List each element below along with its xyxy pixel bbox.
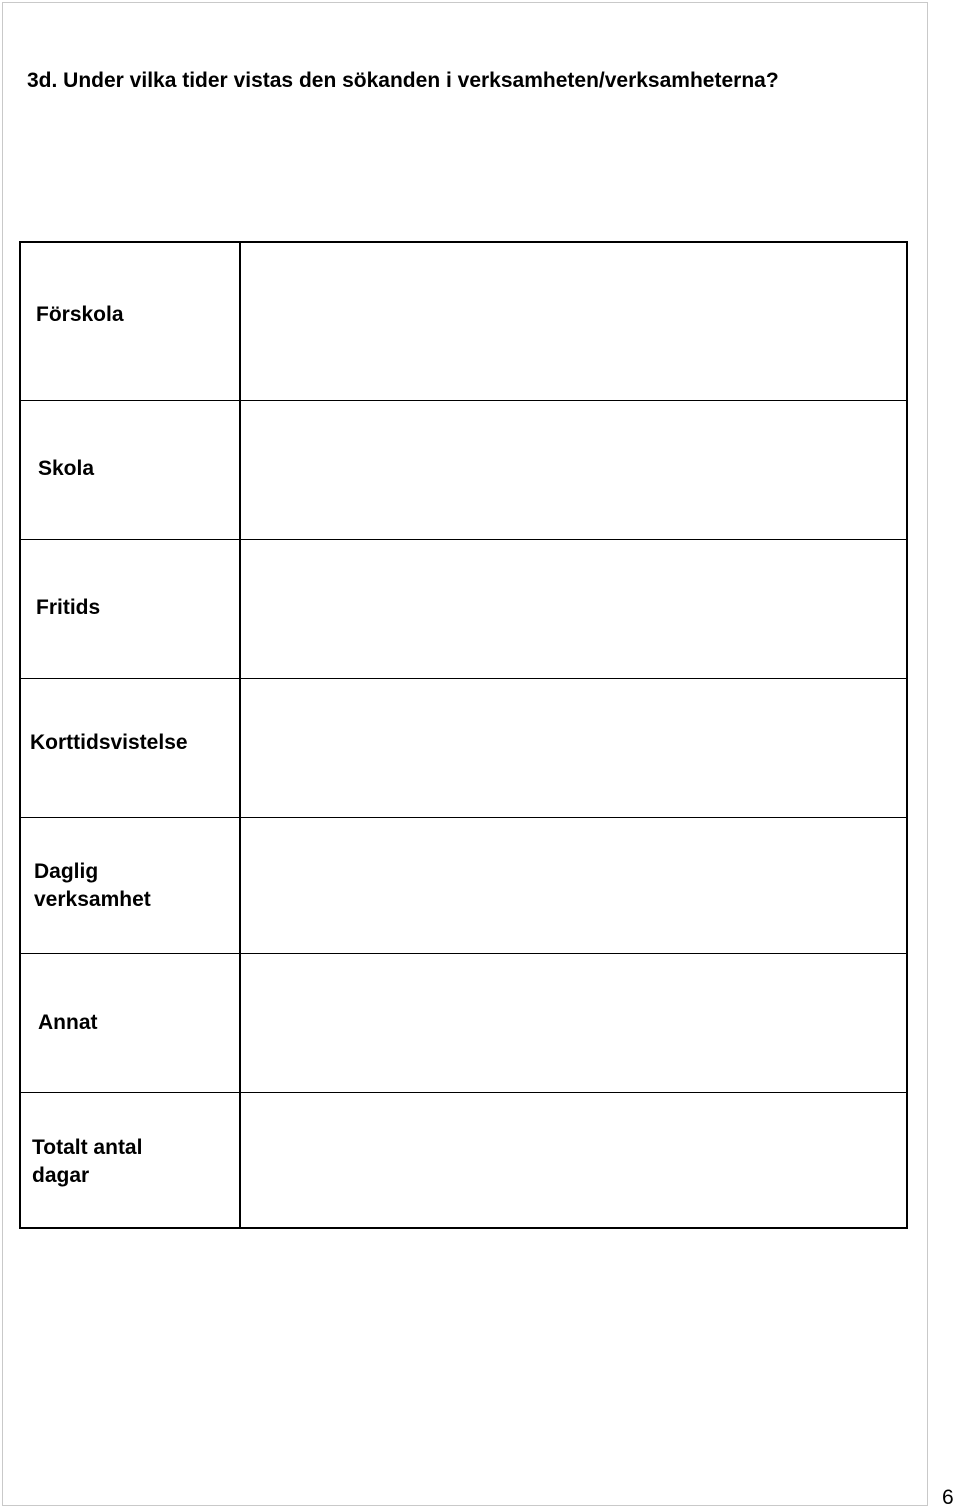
table-row bbox=[21, 539, 906, 678]
row-label-forskola: Förskola bbox=[36, 303, 124, 326]
question-heading: 3d. Under vilka tider vistas den sökanden i verksamheten/verksamheterna? bbox=[27, 69, 779, 92]
answer-cell-totalt-antal-dagar[interactable] bbox=[241, 1093, 906, 1227]
table-row bbox=[21, 400, 906, 539]
answer-cell-skola[interactable] bbox=[241, 401, 906, 539]
page-number: 6 bbox=[942, 1486, 954, 1509]
row-label-korttidsvistelse: Korttidsvistelse bbox=[30, 731, 188, 754]
table-row bbox=[21, 953, 906, 1092]
answer-cell-fritids[interactable] bbox=[241, 540, 906, 678]
answer-cell-forskola[interactable] bbox=[241, 243, 906, 400]
answer-cell-daglig-verksamhet[interactable] bbox=[241, 818, 906, 953]
answer-cell-korttidsvistelse[interactable] bbox=[241, 679, 906, 817]
table-row bbox=[21, 243, 906, 400]
row-label-skola: Skola bbox=[38, 457, 95, 480]
table-row bbox=[21, 1092, 906, 1227]
row-label-daglig-verksamhet: Daglig verksamhet bbox=[34, 860, 151, 911]
time-schedule-table bbox=[19, 241, 908, 1229]
answer-cell-annat[interactable] bbox=[241, 954, 906, 1092]
row-label-totalt-antal-dagar: Totalt antal dagar bbox=[32, 1136, 143, 1187]
table-row bbox=[21, 817, 906, 953]
row-label-annat: Annat bbox=[38, 1011, 98, 1034]
row-label-fritids: Fritids bbox=[36, 596, 101, 619]
table-row bbox=[21, 678, 906, 817]
